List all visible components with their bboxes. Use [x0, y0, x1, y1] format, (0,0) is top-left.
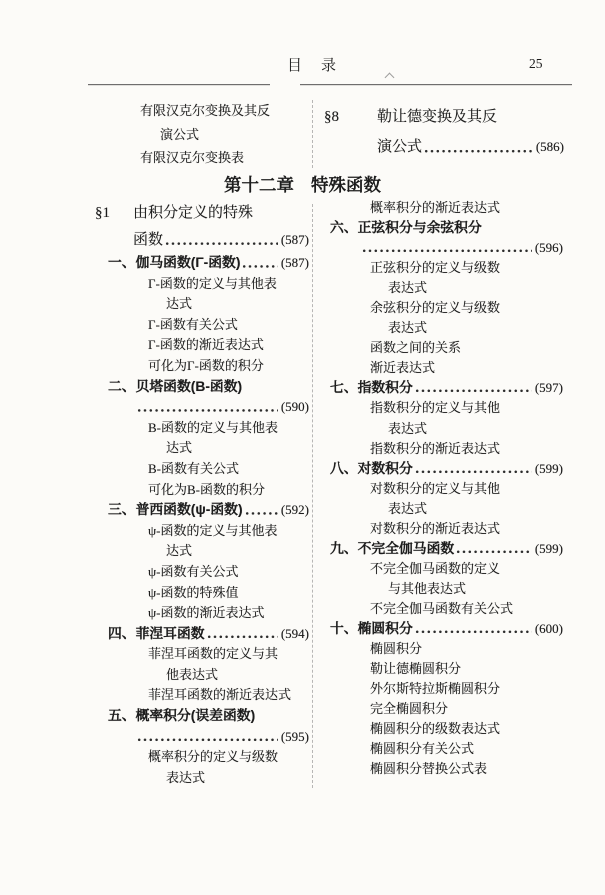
toc-page-number: (595) — [280, 728, 309, 744]
toc-line — [322, 639, 563, 659]
toc-line — [322, 499, 563, 519]
toc-line — [322, 258, 563, 278]
toc-line-text: 椭圆积分 — [370, 641, 423, 657]
dot-leader — [415, 378, 532, 398]
toc-line-text: Γ-函数的渐近表达式 — [148, 337, 264, 353]
toc-line-text: 表达式 — [388, 420, 428, 436]
section-marker: §1 — [95, 205, 110, 221]
header-rule-right — [300, 84, 572, 85]
toc-line — [322, 318, 563, 338]
toc-line — [95, 146, 310, 170]
toc-line — [322, 102, 564, 132]
toc-line-text: 表达式 — [388, 320, 428, 336]
toc-line-text: 概率积分的渐近表达式 — [370, 200, 501, 215]
toc-line — [322, 519, 563, 539]
toc-column-left — [95, 200, 309, 788]
toc-line-text: 菲涅耳函数的定义与其 — [148, 646, 279, 662]
toc-line — [322, 298, 563, 318]
page-header-title: 目 录 — [287, 58, 339, 74]
toc-line — [322, 398, 563, 418]
toc-line-text: 有限汉克尔变换及其反 — [140, 103, 271, 118]
toc-line-text: 由积分定义的特殊 — [133, 205, 254, 221]
toc-line-text: 表达式 — [166, 769, 206, 785]
toc-line — [95, 227, 309, 254]
toc-line-text: 椭圆积分替换公式表 — [370, 761, 488, 777]
toc-line-text: 椭圆积分的级数表达式 — [370, 721, 501, 737]
toc-line-text: 概率积分的定义与级数 — [148, 749, 279, 765]
dot-leader — [137, 397, 278, 418]
toc-line-text: 演公式 — [377, 139, 423, 155]
section-marker: §8 — [324, 109, 339, 125]
toc-page-number: (599) — [534, 460, 563, 476]
toc-line-text: 菲涅耳函数的渐近表达式 — [148, 687, 292, 703]
toc-line — [322, 619, 563, 639]
toc-line-text: B-函数的定义与其他表 — [148, 419, 279, 435]
dot-leader — [137, 727, 278, 748]
toc-line-text: 不完全伽马函数有关公式 — [370, 600, 514, 616]
toc-line-text: 不完全伽马函数的定义 — [370, 560, 501, 576]
toc-line-text: ψ-函数的定义与其他表 — [148, 522, 278, 538]
toc-line — [95, 500, 309, 521]
toc-line — [95, 356, 309, 377]
toc-line-text: 完全椭圆积分 — [370, 701, 449, 717]
toc-line — [322, 358, 563, 378]
toc-line — [322, 599, 563, 619]
toc-line — [322, 719, 563, 739]
toc-line — [322, 739, 563, 759]
dot-leader — [362, 238, 532, 258]
toc-line-text: 指数积分的渐近表达式 — [370, 440, 501, 456]
toc-line — [95, 603, 309, 624]
toc-line-text: 渐近表达式 — [370, 360, 436, 376]
toc-line — [95, 480, 309, 501]
toc-line-text: 勒让德椭圆积分 — [370, 661, 462, 677]
toc-page-number: (594) — [280, 625, 309, 641]
toc-line — [95, 200, 309, 227]
toc-line-text: Γ-函数有关公式 — [148, 316, 238, 332]
toc-page-number: (590) — [280, 399, 309, 415]
toc-line — [95, 99, 310, 123]
toc-column-top-right — [322, 102, 564, 162]
toc-line — [322, 198, 563, 218]
toc-line — [95, 624, 309, 645]
toc-line-text: 八、对数积分 — [330, 460, 413, 476]
toc-line-text: 七、指数积分 — [330, 380, 413, 396]
toc-line — [95, 706, 309, 727]
toc-line-text: 九、不完全伽马函数 — [330, 540, 455, 556]
toc-line-text: 他表达式 — [166, 666, 219, 682]
dot-leader — [242, 253, 277, 274]
toc-page-number: (587) — [280, 255, 309, 270]
toc-line-text: 三、普西函数(ψ-函数) — [108, 502, 243, 518]
toc-line — [322, 679, 563, 699]
toc-line — [95, 253, 309, 274]
toc-line-text: 表达式 — [388, 280, 428, 296]
toc-line-text: ψ-函数的特殊值 — [148, 584, 239, 600]
toc-line — [95, 562, 309, 583]
toc-column-right — [322, 198, 563, 779]
toc-page-number: (600) — [534, 620, 563, 636]
toc-line-text: 六、正弦积分与余弦积分 — [330, 220, 482, 236]
toc-line — [95, 418, 309, 439]
toc-column-top-left — [95, 99, 310, 170]
toc-line-text: 函数之间的关系 — [370, 340, 462, 356]
toc-line — [95, 123, 310, 147]
toc-line — [95, 438, 309, 459]
toc-line — [95, 274, 309, 295]
toc-line-text: 达式 — [166, 543, 193, 559]
toc-line — [322, 378, 563, 398]
toc-line-text: 有限汉克尔变换表 — [140, 150, 245, 166]
toc-line — [95, 294, 309, 315]
toc-line-text: ψ-函数有关公式 — [148, 563, 239, 579]
toc-line — [95, 747, 309, 768]
toc-line — [95, 541, 309, 562]
toc-line-text: 正弦积分的定义与级数 — [370, 260, 501, 276]
column-divider — [312, 204, 313, 788]
header-rule-left — [88, 84, 270, 85]
page-number: 25 — [529, 56, 543, 71]
toc-line — [322, 479, 563, 499]
toc-line-text: 十、椭圆积分 — [330, 620, 413, 636]
scan-artifact-caret — [385, 73, 395, 83]
toc-line — [322, 132, 564, 162]
toc-line — [95, 685, 309, 706]
dot-leader — [207, 624, 278, 645]
toc-line-text: 二、贝塔函数(B-函数) — [108, 378, 243, 394]
dot-leader — [415, 619, 532, 639]
dot-leader — [424, 132, 533, 162]
toc-line — [322, 439, 563, 459]
toc-line-text: 四、菲涅耳函数 — [108, 625, 205, 641]
toc-line-text: 可化为B-函数的积分 — [148, 481, 266, 497]
toc-line-text: 可化为Γ-函数的积分 — [148, 357, 264, 373]
toc-line — [322, 539, 563, 559]
toc-line — [322, 579, 563, 599]
toc-line-text: 演公式 — [160, 126, 200, 142]
toc-line — [322, 559, 563, 579]
toc-line — [95, 521, 309, 542]
chapter-heading — [0, 172, 605, 197]
toc-line — [322, 659, 563, 679]
toc-line — [95, 315, 309, 336]
toc-line — [95, 335, 309, 356]
toc-line-text: 对数积分的定义与其他 — [370, 480, 501, 496]
toc-line-text: ψ-函数的渐近表达式 — [148, 605, 265, 621]
toc-page-number: (592) — [280, 502, 309, 518]
toc-line — [95, 644, 309, 665]
toc-line-text: 指数积分的定义与其他 — [370, 400, 501, 416]
column-divider — [312, 100, 313, 168]
toc-line-text: 余弦积分的定义与级数 — [370, 300, 501, 316]
toc-line-text: 表达式 — [388, 500, 428, 516]
toc-line — [322, 419, 563, 439]
toc-line — [95, 377, 309, 398]
dot-leader — [415, 459, 532, 479]
chapter-title: 特殊函数 — [311, 175, 381, 195]
toc-line-text: 对数积分的渐近表达式 — [370, 520, 501, 536]
toc-line-text: 勒让德变换及其反 — [377, 109, 498, 125]
toc-line — [322, 759, 563, 779]
toc-page-number: (586) — [535, 139, 564, 154]
toc-line — [322, 278, 563, 298]
toc-page-number: (596) — [534, 240, 563, 256]
toc-line-text: B-函数有关公式 — [148, 460, 240, 476]
toc-line-text: 达式 — [166, 440, 193, 456]
toc-line — [322, 218, 563, 238]
toc-line — [95, 768, 309, 789]
dot-leader — [456, 539, 532, 559]
toc-line-text: 函数 — [133, 231, 164, 248]
toc-line-text: 一、伽马函数(Γ-函数) — [108, 255, 241, 270]
toc-line — [95, 665, 309, 686]
toc-line — [95, 727, 309, 748]
dot-leader — [165, 227, 278, 254]
toc-line — [322, 238, 563, 258]
toc-line-text: 达式 — [166, 296, 193, 312]
dot-leader — [245, 500, 278, 521]
toc-line-text: 五、概率积分(误差函数) — [108, 708, 256, 724]
toc-line-text: 椭圆积分有关公式 — [370, 741, 475, 757]
toc-line — [322, 699, 563, 719]
toc-page-number: (587) — [280, 231, 309, 247]
toc-page-number: (599) — [534, 540, 563, 556]
toc-line — [95, 397, 309, 418]
toc-line — [322, 338, 563, 358]
toc-line-text: 外尔斯特拉斯椭圆积分 — [370, 681, 501, 697]
toc-line — [95, 583, 309, 604]
toc-line-text: 与其他表达式 — [388, 580, 467, 596]
toc-line — [322, 459, 563, 479]
toc-line — [95, 459, 309, 480]
toc-page-number: (597) — [534, 380, 563, 396]
toc-line-text: Γ-函数的定义与其他表 — [148, 275, 277, 291]
chapter-number: 第十二章 — [224, 175, 294, 195]
